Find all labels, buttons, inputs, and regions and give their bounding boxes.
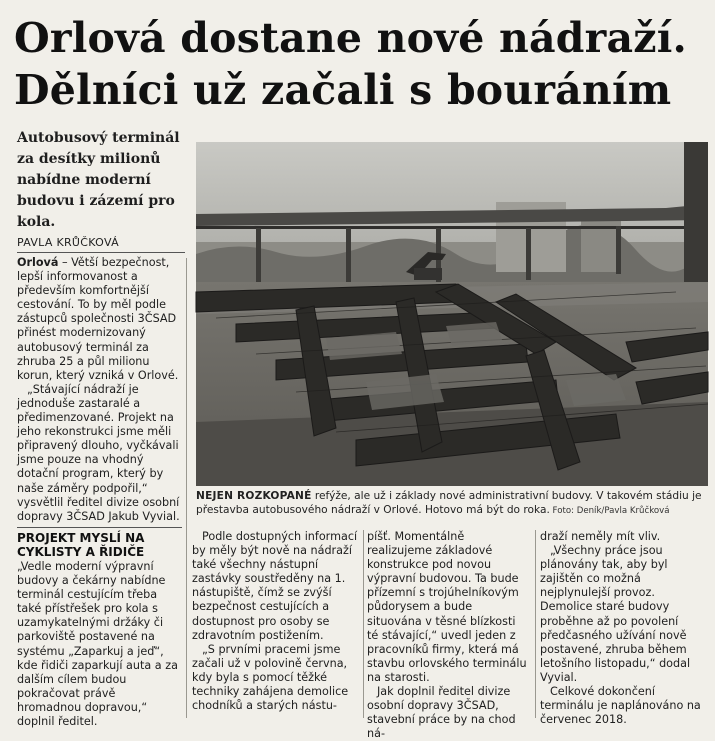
column-2 (192, 530, 360, 713)
caption-lead: NEJEN ROZKOPANÉ (196, 490, 312, 502)
photo-caption (196, 490, 708, 518)
column-divider (535, 530, 536, 718)
column-3 (367, 530, 530, 741)
article-deck: Autobusový terminál za desítky milionů nabídne moderní budovu i zázemí pro kola. (17, 130, 180, 230)
photo-credit: Foto: Deník/Pavla Krůčková (549, 505, 670, 516)
paragraph: Celkové dokončení terminálu je naplánováno na červenec 2018. (540, 685, 701, 727)
subheading: PROJEKT MYSLÍ NA CYKLISTY A ŘIDIČE (17, 527, 182, 559)
headline-line-1: Orlová dostane nové nádraží. (14, 14, 687, 62)
column-1-bottom (17, 527, 182, 729)
paragraph: píšť. Momentálně realizujeme základové konstrukce pod novou výpravní budovou. Ta bude přízemní s trojúhelníkovým půdorysem a bude situována v těsné blízkosti té stávající,“ uvedl jeden z pracovníků firmy, která má stavbu orlovského terminálu na starosti. (367, 530, 527, 684)
author-byline: PAVLA KRŮČKOVÁ (17, 236, 185, 253)
column-divider (186, 258, 187, 718)
paragraph: „Všechny práce jsou plánovány tak, aby byl zajištěn co možná nejplynulejší provoz. Demolice staré budovy proběhne až po povolení předčasného užívání nově postavené, zhruba během letošního listopadu,“ dodal Vyvial. (540, 544, 691, 684)
construction-photo (196, 142, 708, 486)
paragraph: „Stávající nádraží je jednoduše zastaralé a předimenzované. Projekt na jeho rekonstrukci jsme měli připravený dlouho, vyčkávali jsme pouze na vhodný dotační program, který by naše záměry podpořil,“ vysvětlil ředitel divize osobní dopravy 3ČSAD Jakub Vyvial. (17, 382, 180, 523)
paragraph: Podle dostupných informací by měly být nově na nádraží také všechny nástupní zastávky soustředěny na 1. nástupiště, čímž se zvýší bezpečnost cestujících a dostupnost pro osoby se zdravotním postižením. (192, 530, 358, 642)
column-divider (363, 530, 364, 718)
headline-line-2: Dělníci už začali s bouráním (14, 66, 672, 114)
lead-paragraph (17, 256, 182, 383)
paragraph: Jak doplnil ředitel divize osobní dopravy 3ČSAD, stavební práce by na chod ná- (367, 685, 516, 741)
paragraph: „S prvními pracemi jsme začali už v polovině června, kdy byla s pomocí těžké techniky zahájena demolice chodníků a starých nástu- (192, 642, 349, 713)
caption-text: refýže, ale už i základy nové administrativní budovy. V takovém stádiu je přestavba autobusového nádraží v Orlové. Hotovo má být do roka. (196, 490, 702, 516)
paragraph: draží neměly mít vliv. (540, 530, 661, 543)
paragraph: „Vedle moderní výpravní budovy a čekárny nabídne terminál cestujícím třeba také přístřešek pro kola s uzamykatelnými držáky či parkoviště postavené na systému „Zaparkuj a jeď“, kde řidiči zaparkují auta a za dalším cílem budou pokračovat právě hromadnou dopravou,“ doplnil ředitel. (17, 560, 178, 729)
column-4 (540, 530, 706, 727)
headline (14, 12, 704, 116)
lead-text: – Větší bezpečnost, lepší informovanost a především komfortnější cestování. To by měl podle zástupců společnosti 3ČSAD přinést modernizovaný autobusový terminál za zhruba 25 a půl milionu korun, který vzniká v Orlové. (17, 256, 179, 382)
dateline: Orlová (17, 256, 59, 269)
column-1-top (17, 256, 182, 524)
